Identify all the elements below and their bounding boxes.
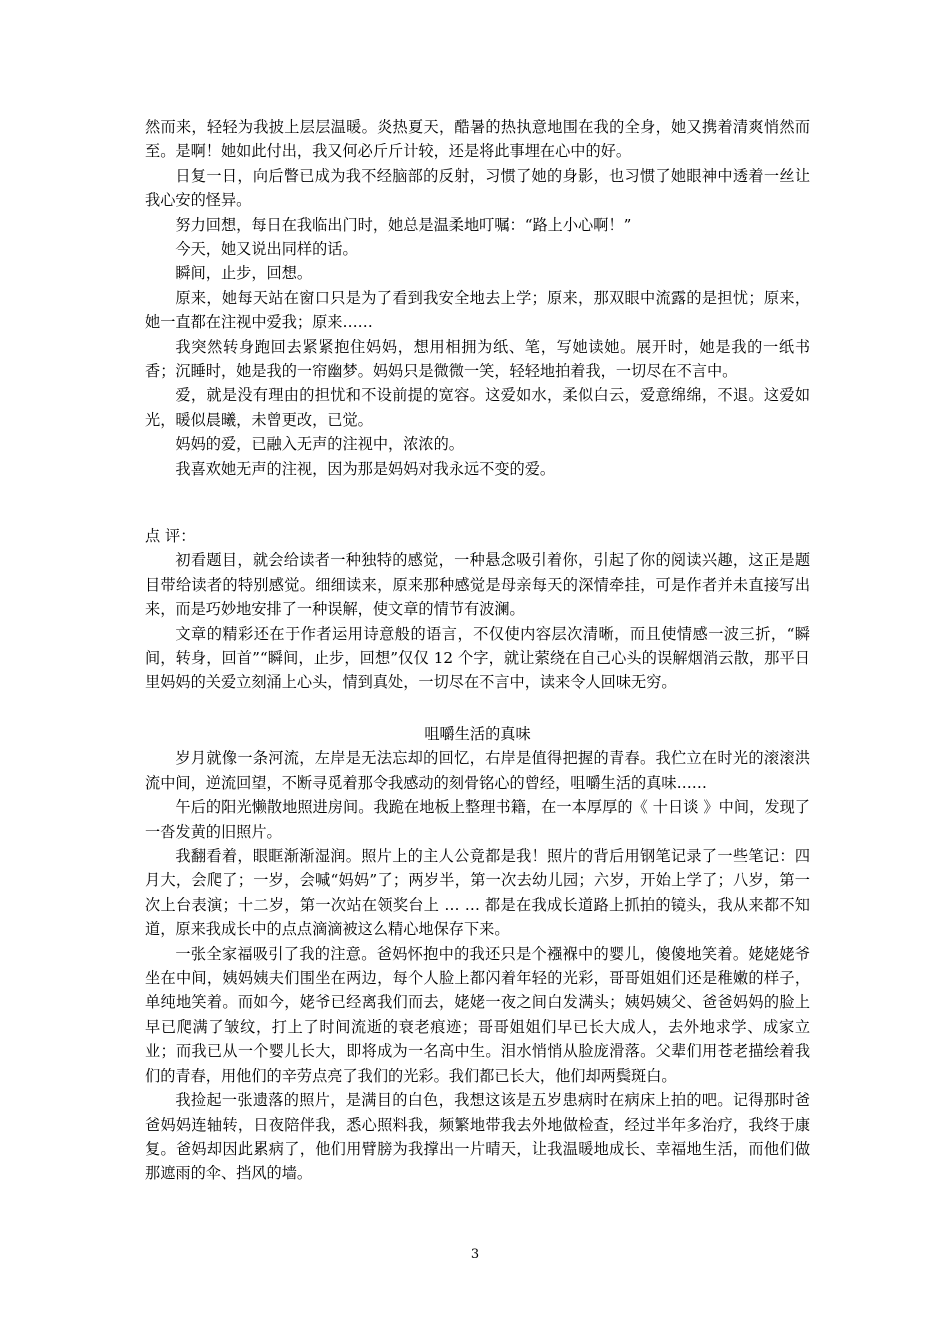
paragraph: 我翻看着，眼眶渐渐湿润。照片上的主人公竟都是我！照片的背后用钢笔记录了一些笔记：四月大，会爬了；一岁，会喊“妈妈”了；两岁半，第一次去幼儿园；六岁，开始上学了；八岁，第一次上台表演；十二岁，第一次站在领奖台上 … … 都是在我成长道路上抓拍的镜头，我从来都不知道，原来我成长中的点点滴滴被这么精心地保存下来。: [145, 847, 810, 939]
paragraph: 文章的精彩还在于作者运用诗意般的语言，不仅使内容层次清晰，而且使情感一波三折，“瞬间，转身，回首”“瞬间，止步，回想”仅仅 12 个字，就让萦绕在自己心头的误解烟消云散，那平日里妈妈的关爱立刻涌上心头，情到真处，一切尽在不言中，读来令人回味无穷。: [145, 624, 810, 692]
paragraph: 今天，她又说出同样的话。: [175, 240, 358, 259]
paragraph: 妈妈的爱，已融入无声的注视中，浓浓的。: [175, 435, 464, 454]
paragraph: 日复一日，向后瞥已成为我不经脑部的反射，习惯了她的身影，也习惯了她眼神中透着一丝让我心安的怪异。: [145, 166, 810, 210]
essay-title: 咀嚼生活的真味: [424, 725, 531, 743]
paragraph: 然而来，轻轻为我披上层层温暖。炎热夏天，酷暑的热执意地围在我的全身，她又携着清爽悄然而至。是啊！她如此付出，我又何必斤斤计较，还是将此事埋在心中的好。: [145, 118, 810, 161]
commentary-label: 点 评：: [145, 527, 196, 545]
paragraph: 爱，就是没有理由的担忧和不设前提的宽容。这爱如水，柔似白云，爱意绵绵，不退。这爱如光，暖似晨曦，未曾更改，已觉。: [145, 386, 810, 429]
paragraph: 午后的阳光懒散地照进房间。我跪在地板上整理书籍，在一本厚厚的《 十日谈 》中间，发现了一沓发黄的旧照片。: [145, 798, 810, 841]
essay-ending: [145, 115, 810, 481]
paragraph: 原来，她每天站在窗口只是为了看到我安全地去上学；原来，那双眼中流露的是担忧；原来，她一直都在注视中爱我；原来……: [145, 288, 810, 332]
paragraph: 我捡起一张遗落的照片，是满目的白色，我想这该是五岁患病时在病床上拍的吧。记得那时爸爸妈妈连轴转，日夜陪伴我，悉心照料我，频繁地带我去外地做检查，经过半年多治疗，我终于康复。爸妈却因此累病了，他们用臂膀为我撑出一片晴天，让我温暖地成长、幸福地生活，而他们做那遮雨的伞、挡风的墙。: [145, 1091, 810, 1183]
paragraph: 初看题目，就会给读者一种独特的感觉，一种悬念吸引着你，引起了你的阅读兴趣，这正是题目带给读者的特别感觉。细细读来，原来那种感觉是母亲每天的深情牵挂，可是作者并未直接写出来，而是巧妙地安排了一种误解，使文章的情节有波澜。: [145, 551, 810, 619]
paragraph: 岁月就像一条河流，左岸是无法忘却的回忆，右岸是值得把握的青春。我伫立在时光的滚滚洪流中间，逆流回望，不断寻觅着那令我感动的刻骨铭心的曾经，咀嚼生活的真味……: [145, 749, 810, 792]
paragraph: 瞬间，止步，回想。: [175, 264, 313, 283]
page-number: 3: [470, 1247, 480, 1262]
paragraph: 我喜欢她无声的注视，因为那是妈妈对我永远不变的爱。: [175, 459, 556, 478]
paragraph: 一张全家福吸引了我的注意。爸妈怀抱中的我还只是个襁褓中的婴儿，傻傻地笑着。姥姥姥爷坐在中间，姨妈姨夫们围坐在两边，每个人脸上都闪着年轻的光彩，哥哥姐姐们还是稚嫩的样子，单纯地笑着。而如今，姥爷已经离我们而去，姥姥一夜之间白发满头；姨妈姨父、爸爸妈妈的脸上早已爬满了皱纹，打上了时间流逝的衰老痕迹；哥哥姐姐们早已长大成人，去外地求学、成家立业；而我已从一个婴儿长大，即将成为一名高中生。泪水悄悄从脸庞滑落。父辈们用苍老描绘着我们的青春，用他们的辛劳点亮了我们的光彩。我们都已长大，他们却两鬓斑白。: [145, 944, 810, 1085]
paragraph: 我突然转身跑回去紧紧抱住妈妈，想用相拥为纸、笔，写她读她。展开时，她是我的一纸书香；沉睡时，她是我的一帘幽梦。妈妈只是微微一笑，轻轻地拍着我，一切尽在不言中。: [145, 337, 810, 381]
essay-two: [145, 722, 810, 1186]
commentary-section: [145, 524, 810, 695]
paragraph: 努力回想，每日在我临出门时，她总是温柔地叮嘱：“路上小心啊！”: [175, 215, 632, 234]
